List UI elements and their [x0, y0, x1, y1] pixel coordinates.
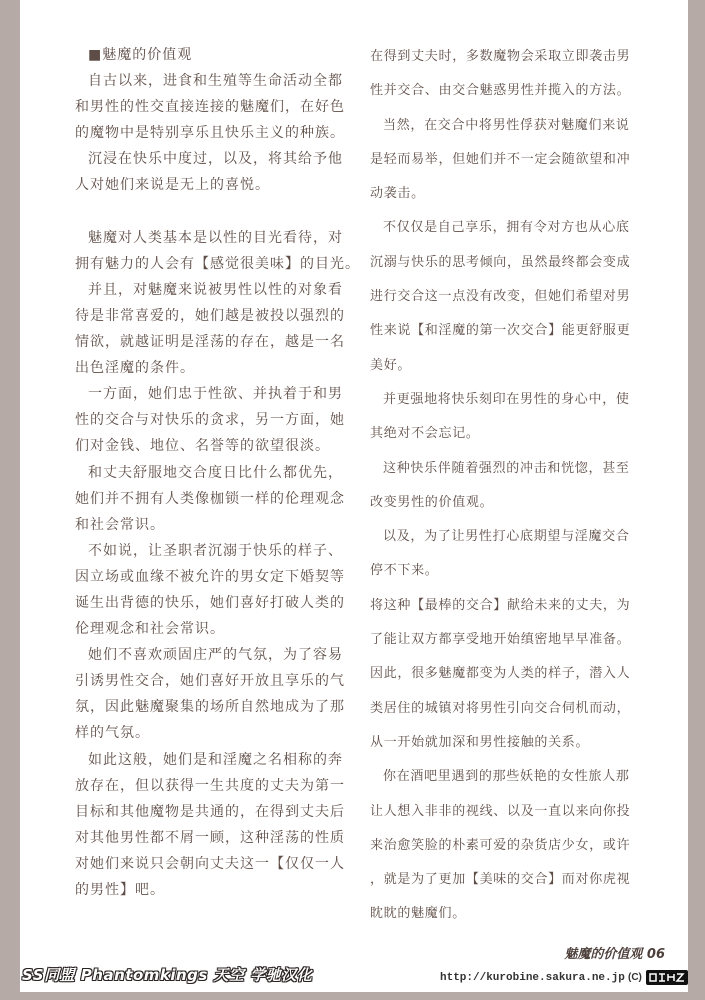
text-line: 放存在，但以获得一生共度的丈夫为第一: [75, 777, 345, 794]
text-line: 了能让双方都享受地开始缜密地早早准备。: [370, 632, 631, 648]
text-line: 停不下来。: [370, 563, 439, 579]
text-line: 情欲，就越证明是淫荡的存在，越是一名: [75, 334, 345, 351]
paragraph: [370, 383, 638, 452]
text-line: 当然，在交合中将男性俘获对魅魔们来说: [383, 117, 630, 133]
page-number: 06: [646, 947, 665, 962]
footer-page-title: 魅魔的价值观: [564, 947, 643, 962]
publisher-logo-icon: [646, 970, 688, 985]
text-line: 诞生出背德的快乐，她们喜好打破人类的: [75, 594, 345, 611]
text-line: 沉溺与快乐的思考倾向，虽然最终都会变成: [370, 254, 631, 270]
text-line: 的男性】吧。: [75, 882, 165, 898]
text-line: 伦理观念和社会常识。: [75, 621, 225, 638]
paragraph: [75, 747, 350, 904]
paragraph: [370, 520, 638, 589]
text-section: [75, 68, 350, 198]
text-line: 沉浸在快乐中度过，以及，将其给予他: [88, 151, 343, 168]
paragraph: [370, 760, 638, 931]
text-line: 在得到丈夫时，多数魔物会采取立即袭击男: [370, 49, 631, 64]
text-line: 样的气氛。: [75, 725, 150, 742]
paragraph: [75, 381, 350, 459]
text-line: 对其他男性都不屑一顾，这种淫荡的性质: [75, 829, 345, 846]
text-line: 进行交合这一点没有改变，但她们希望对男: [370, 289, 631, 305]
text-line: 如此这般，她们是和淫魔之名相称的奔: [88, 751, 343, 768]
paragraph: [75, 225, 360, 277]
text-line: ，就是为了更加【美味的交合】而对你虎视: [370, 872, 631, 888]
left-text-column: [75, 42, 360, 903]
paragraph: [370, 452, 638, 521]
text-line: 动袭击。: [370, 186, 425, 202]
text-line: 人对她们来说是无上的喜悦。: [75, 177, 270, 194]
text-line: 引诱男性交合，她们喜好开放且享乐的气: [75, 673, 345, 690]
text-line: 不如说，让圣职者沉溺于快乐的样子、: [88, 542, 343, 559]
text-line: 是轻而易举，但她们并不一定会随欲望和冲: [370, 151, 631, 167]
text-line: 性来说【和淫魔的第一次交合】能更舒服更: [370, 323, 631, 339]
text-line: 性的交合与对快乐的贪求，另一方面，她: [75, 412, 345, 429]
text-line: 从一开始就加深和男性接触的关系。: [370, 734, 590, 750]
text-line: 和社会常识。: [75, 516, 165, 533]
text-line: 氛，因此魅魔聚集的场所自然地成为了那: [75, 699, 345, 716]
right-text-column: [370, 40, 638, 932]
text-line: 并更强地将快乐刻印在男性的身心中，使: [383, 391, 630, 407]
paragraph: [370, 589, 638, 658]
text-line: 们对金钱、地位、名誉等的欲望很淡。: [75, 438, 330, 455]
text-line: 对她们来说只会朝向丈夫这一【仅仅一人: [75, 855, 345, 872]
text-line: 类居住的城镇对将男性引向交合伺机而动，: [370, 700, 631, 716]
text-line: 你在酒吧里遇到的那些妖艳的女性旅人那: [383, 769, 630, 785]
text-line: 她们并不拥有人类像枷锁一样的伦理观念: [75, 490, 345, 507]
text-line: 目标和其他魔物是共通的，在得到丈夫后: [75, 803, 345, 820]
paragraph: [370, 40, 638, 109]
text-line: 性并交合、由交合魅惑男性并揽入的方法。: [370, 83, 631, 99]
text-line: 并且，对魅魔来说被男性以性的对象看: [88, 281, 343, 298]
translation-credits: SS同盟 Phantomkings 天空 学驰汉化: [22, 966, 313, 984]
text-line: 拥有魅力的人会有【感觉很美味】的目光。: [75, 255, 360, 272]
text-line: 改变男性的价值观。: [370, 494, 494, 510]
text-line: 以及，为了让男性打心底期望与淫魔交合: [383, 529, 630, 545]
paragraph: [75, 642, 350, 746]
text-line: 来治愈笑脸的朴素可爱的杂货店少女，或许: [370, 837, 631, 853]
text-section: [370, 40, 638, 932]
section-heading: ■魅魔的价值观: [88, 47, 193, 63]
text-line: 因此，很多魅魔都变为人类的样子，潜入人: [370, 666, 631, 682]
paragraph: [75, 277, 350, 381]
text-line: 将这种【最棒的交合】献给未来的丈夫，为: [370, 597, 631, 613]
paragraph: [370, 109, 638, 212]
paragraph: [370, 211, 638, 382]
publisher-url: http://kurobine.sakura.ne.jp: [440, 972, 625, 984]
text-line: 因立场或血缘不被允许的男女定下婚契等: [75, 568, 345, 585]
text-line: 她们不喜欢顽固庄严的气氛，为了容易: [88, 647, 343, 664]
paragraph: [370, 657, 638, 760]
paragraph: [75, 146, 350, 198]
text-line: 美好。: [370, 357, 412, 373]
text-line: 待是非常喜爱的，她们越是被投以强烈的: [75, 307, 345, 324]
copyright-mark: (C): [628, 972, 642, 983]
text-line: 和丈夫舒服地交合度日比什么都优先，: [88, 464, 343, 481]
text-line: 眈眈的魅魔们。: [370, 906, 466, 922]
paragraph: [75, 460, 350, 538]
running-footer-title: [564, 947, 665, 963]
text-line: 让人想入非非的视线、以及一直以来向你投: [370, 803, 631, 819]
text-line: 自古以来，进食和生殖等生命活动全都: [88, 73, 343, 90]
text-line: 的魔物中是特别享乐且快乐主义的种族。: [75, 125, 345, 142]
paragraph: [75, 68, 350, 146]
text-line: 这种快乐伴随着强烈的冲击和恍惚，甚至: [383, 460, 630, 476]
text-line: 出色淫魔的条件。: [75, 360, 195, 377]
text-line: 其绝对不会忘记。: [370, 426, 480, 442]
text-line: 不仅仅是自己享乐，拥有令对方也从心底: [383, 220, 630, 236]
text-section: [75, 225, 360, 903]
text-line: 魅魔对人类基本是以性的目光看待，对: [88, 229, 343, 246]
paragraph: [75, 538, 350, 642]
text-line: 和男性的性交直接连接的魅魔们，在好色: [75, 99, 345, 116]
text-line: 一方面，她们忠于性欲、并执着于和男: [88, 386, 343, 403]
